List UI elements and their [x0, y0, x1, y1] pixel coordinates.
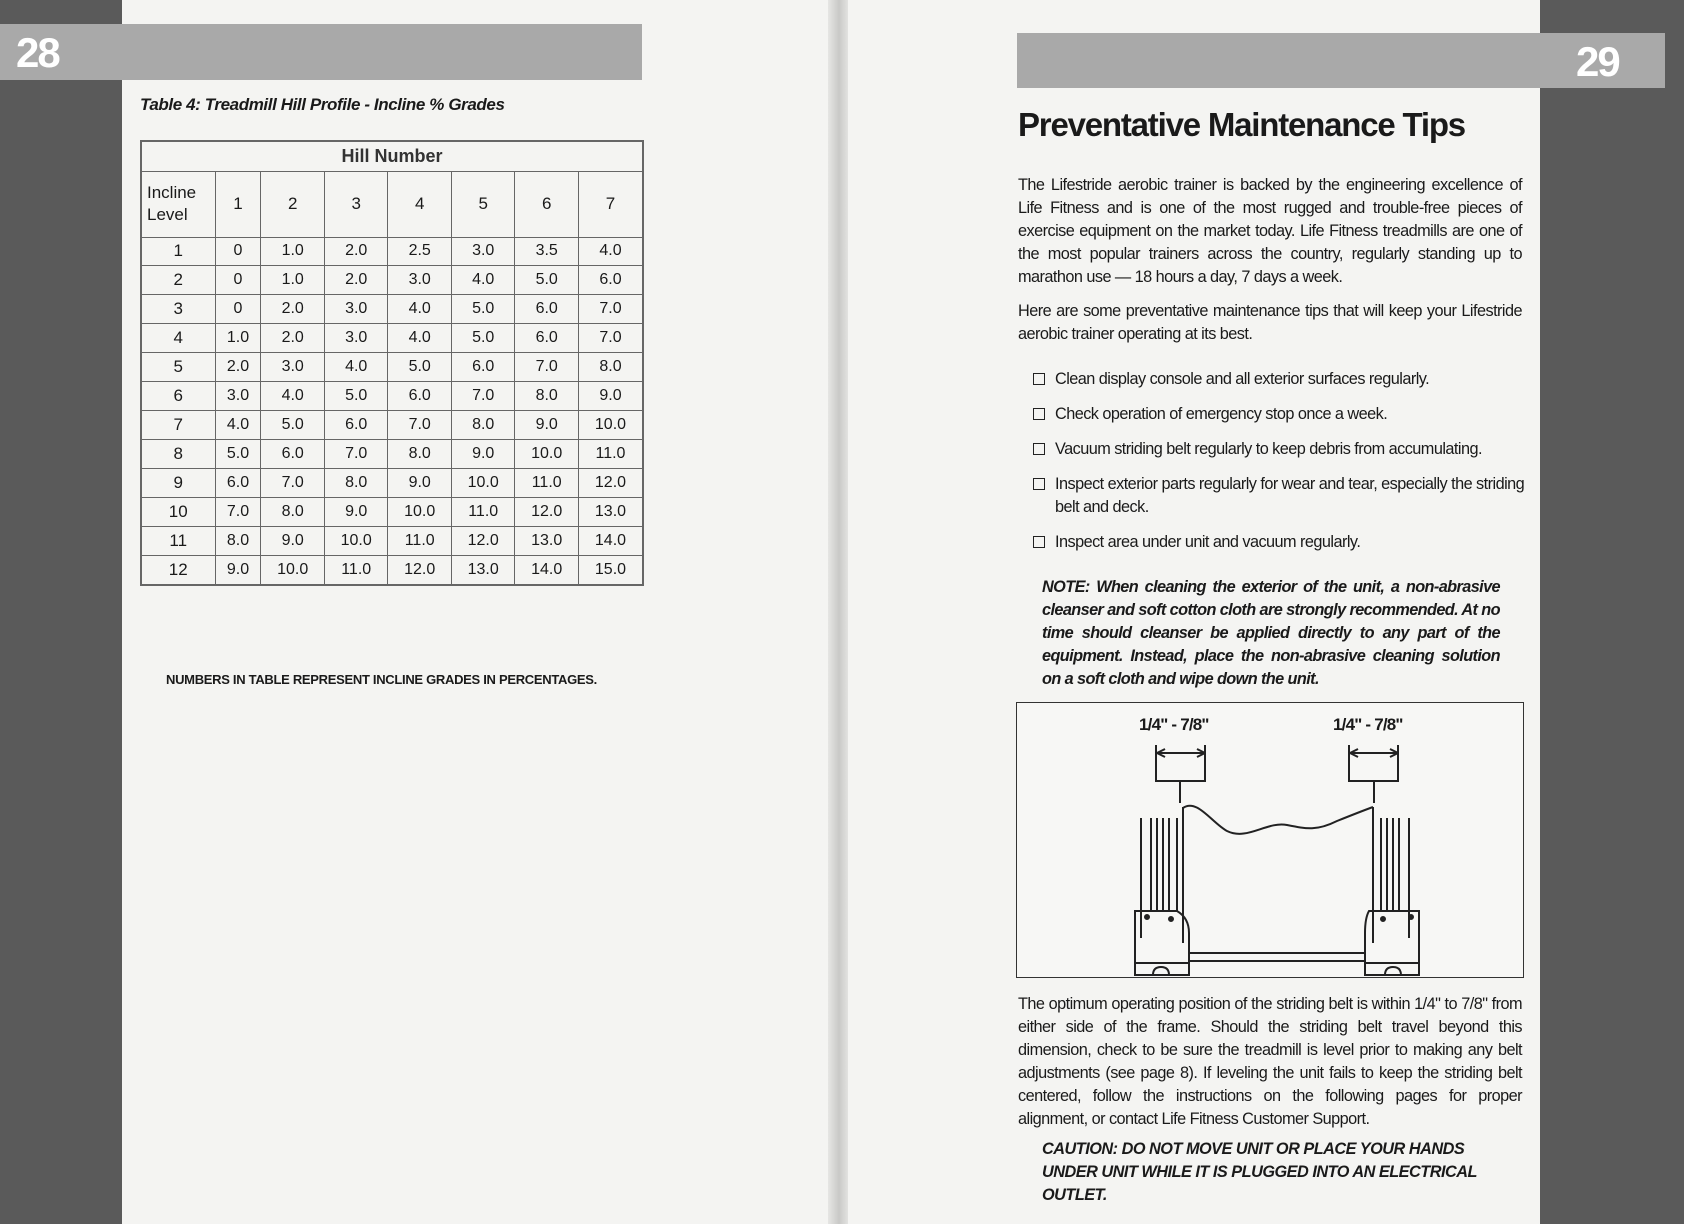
row-header: Incline Level — [141, 171, 215, 237]
grade-cell: 9.0 — [578, 382, 643, 411]
grade-cell: 13.0 — [451, 555, 515, 585]
body-paragraph: The optimum operating position of the striding belt is within 1/4" to 7/8" from either side of the frame. Should the striding belt travel beyond this dimension, check to be sure the treadmill is level prior to making any belt adjustments (see page 8). If leveling the unit fails to keep the striding belt centered, follow the instructions on the following pages for proper alignment, or contact Life Fitness Customer Support. — [1018, 995, 1522, 1128]
grade-cell: 6.0 — [261, 440, 325, 469]
column-header: 2 — [261, 171, 325, 237]
table-row — [141, 237, 643, 266]
grade-cell: 9.0 — [215, 555, 261, 585]
diagram-label-left: 1/4" - 7/8" — [1139, 715, 1209, 734]
grade-cell: 5.0 — [261, 411, 325, 440]
grade-cell: 7.0 — [261, 469, 325, 498]
table-row — [141, 324, 643, 353]
incline-level-cell: 12 — [141, 555, 215, 585]
table-row — [141, 295, 643, 324]
grade-cell: 4.0 — [451, 266, 515, 295]
intro-paragraph-2: Here are some preventative maintenance tips that will keep your Lifestride aerobic trainer operating at its best. — [1018, 302, 1522, 343]
grade-cell: 7.0 — [451, 382, 515, 411]
table-row — [141, 497, 643, 526]
checkbox-bullet-icon — [1033, 373, 1045, 385]
grade-cell: 10.0 — [578, 411, 643, 440]
grade-cell: 6.0 — [515, 295, 579, 324]
grade-cell: 2.0 — [261, 295, 325, 324]
checkbox-bullet-icon — [1033, 408, 1045, 420]
grade-cell: 12.0 — [515, 497, 579, 526]
intro-paragraph: The Lifestride aerobic trainer is backed by the engineering excellence of Life Fitness and is one of the most rugged and trouble-free pieces of exercise equipment on the market today. Life Fitness treadmills are one of the most popular trainers across the country, regularly standing up to marathon use — 18 hours a day, 7 days a week. — [1018, 176, 1522, 286]
grade-cell: 4.0 — [324, 353, 388, 382]
incline-level-cell: 9 — [141, 469, 215, 498]
grade-cell: 3.0 — [324, 295, 388, 324]
tip-text: Vacuum striding belt regularly to keep debris from accumulating. — [1055, 440, 1482, 458]
belt-alignment-diagram — [1016, 702, 1524, 978]
tip-text: Check operation of emergency stop once a week. — [1055, 405, 1388, 423]
column-header: 1 — [215, 171, 261, 237]
grade-cell: 8.0 — [215, 526, 261, 555]
grade-cell: 7.0 — [578, 295, 643, 324]
treadmill-frame-illustration — [1017, 703, 1525, 979]
incline-level-cell: 4 — [141, 324, 215, 353]
table-footnote: NUMBERS IN TABLE REPRESENT INCLINE GRADES IN PERCENTAGES. — [166, 672, 597, 687]
tip-item — [1030, 473, 1526, 519]
column-header: 7 — [578, 171, 643, 237]
diagram-label-right: 1/4" - 7/8" — [1333, 715, 1403, 734]
column-header: 3 — [324, 171, 388, 237]
grade-cell: 9.0 — [261, 526, 325, 555]
grade-cell: 11.0 — [324, 555, 388, 585]
incline-level-cell: 1 — [141, 237, 215, 266]
grade-cell: 3.0 — [451, 237, 515, 266]
note: NOTE: When cleaning the exterior of the unit, a non-abrasive cleanser and soft cotton cloth are strongly recommended. At no time should cleanser be applied directly to any part of the equipment. Instead, place the non-abrasive cleaning solution on a soft cloth and wipe down the unit. — [1042, 578, 1500, 688]
grade-cell: 7.0 — [515, 353, 579, 382]
grade-cell: 2.0 — [215, 353, 261, 382]
grade-cell: 3.0 — [324, 324, 388, 353]
grade-cell: 5.0 — [388, 353, 452, 382]
grade-cell: 15.0 — [578, 555, 643, 585]
grade-cell: 7.0 — [215, 497, 261, 526]
incline-level-cell: 8 — [141, 440, 215, 469]
grade-cell: 6.0 — [388, 382, 452, 411]
grade-cell: 5.0 — [451, 295, 515, 324]
grade-cell: 1.0 — [261, 266, 325, 295]
grade-cell: 2.0 — [324, 237, 388, 266]
grade-cell: 3.0 — [261, 353, 325, 382]
grade-cell: 11.0 — [515, 469, 579, 498]
grade-cell: 7.0 — [578, 324, 643, 353]
grade-cell: 12.0 — [578, 469, 643, 498]
table-row — [141, 526, 643, 555]
grade-cell: 8.0 — [515, 382, 579, 411]
left-header-bar — [0, 24, 642, 80]
grade-cell: 8.0 — [451, 411, 515, 440]
grade-cell: 12.0 — [388, 555, 452, 585]
caution-text: CAUTION: DO NOT MOVE UNIT OR PLACE YOUR HANDS UNDER UNIT WHILE IT IS PLUGGED INTO AN ELECTRICAL OUTLET. — [1042, 1140, 1477, 1204]
grade-cell: 2.5 — [388, 237, 452, 266]
grade-cell: 10.0 — [451, 469, 515, 498]
incline-level-cell: 5 — [141, 353, 215, 382]
grade-cell: 9.0 — [451, 440, 515, 469]
tips-list — [1030, 368, 1526, 566]
grade-cell: 5.0 — [215, 440, 261, 469]
tip-text: Inspect area under unit and vacuum regularly. — [1055, 533, 1361, 551]
table-row — [141, 469, 643, 498]
grade-cell: 10.0 — [324, 526, 388, 555]
incline-level-cell: 3 — [141, 295, 215, 324]
grade-cell: 5.0 — [451, 324, 515, 353]
grade-cell: 10.0 — [388, 497, 452, 526]
right-header-bar — [1017, 33, 1665, 88]
grade-cell: 4.0 — [578, 237, 643, 266]
table-row — [141, 411, 643, 440]
incline-level-cell: 11 — [141, 526, 215, 555]
grade-cell: 7.0 — [388, 411, 452, 440]
tip-item — [1030, 438, 1526, 461]
grade-cell: 2.0 — [324, 266, 388, 295]
table-row — [141, 382, 643, 411]
grade-cell: 11.0 — [578, 440, 643, 469]
tip-item — [1030, 531, 1526, 554]
grade-cell: 14.0 — [515, 555, 579, 585]
grade-cell: 6.0 — [578, 266, 643, 295]
grade-cell: 1.0 — [215, 324, 261, 353]
grade-cell: 9.0 — [515, 411, 579, 440]
grade-cell: 5.0 — [324, 382, 388, 411]
table-row — [141, 555, 643, 585]
incline-level-cell: 7 — [141, 411, 215, 440]
grade-cell: 2.0 — [261, 324, 325, 353]
grade-cell: 14.0 — [578, 526, 643, 555]
table-row — [141, 266, 643, 295]
grade-cell: 0 — [215, 237, 261, 266]
grade-cell: 6.0 — [324, 411, 388, 440]
grade-cell: 9.0 — [324, 497, 388, 526]
table-row — [141, 440, 643, 469]
page-number-right: 29 — [1576, 38, 1619, 85]
grade-cell: 7.0 — [324, 440, 388, 469]
grade-cell: 11.0 — [451, 497, 515, 526]
grade-cell: 4.0 — [388, 324, 452, 353]
incline-level-cell: 6 — [141, 382, 215, 411]
grade-cell: 4.0 — [215, 411, 261, 440]
tip-text: Inspect exterior parts regularly for wear and tear, especially the striding belt and deck. — [1055, 475, 1525, 516]
grade-cell: 6.0 — [515, 324, 579, 353]
grade-cell: 8.0 — [324, 469, 388, 498]
grade-cell: 12.0 — [451, 526, 515, 555]
grade-cell: 10.0 — [515, 440, 579, 469]
grade-cell: 13.0 — [578, 497, 643, 526]
grade-cell: 6.0 — [451, 353, 515, 382]
grade-cell: 3.5 — [515, 237, 579, 266]
grade-cell: 4.0 — [388, 295, 452, 324]
table-row — [141, 353, 643, 382]
tip-item — [1030, 368, 1526, 391]
grade-cell: 3.0 — [388, 266, 452, 295]
tip-text: Clean display console and all exterior surfaces regularly. — [1055, 370, 1430, 388]
grade-cell: 11.0 — [388, 526, 452, 555]
column-header: 6 — [515, 171, 579, 237]
column-header: 5 — [451, 171, 515, 237]
table-caption: Table 4: Treadmill Hill Profile - Incline % Grades — [140, 95, 505, 114]
page-title: Preventative Maintenance Tips — [1018, 106, 1465, 143]
grade-cell: 13.0 — [515, 526, 579, 555]
grade-cell: 8.0 — [578, 353, 643, 382]
book-gutter — [828, 0, 850, 1224]
grade-cell: 3.0 — [215, 382, 261, 411]
grade-cell: 8.0 — [261, 497, 325, 526]
incline-level-cell: 10 — [141, 497, 215, 526]
tip-item — [1030, 403, 1526, 426]
checkbox-bullet-icon — [1033, 478, 1045, 490]
grade-cell: 6.0 — [215, 469, 261, 498]
grade-cell: 9.0 — [388, 469, 452, 498]
grade-cell: 10.0 — [261, 555, 325, 585]
grade-cell: 8.0 — [388, 440, 452, 469]
hill-profile-table — [140, 140, 644, 586]
grade-cell: 0 — [215, 295, 261, 324]
incline-level-cell: 2 — [141, 266, 215, 295]
checkbox-bullet-icon — [1033, 536, 1045, 548]
column-header: 4 — [388, 171, 452, 237]
table-group-header: Hill Number — [141, 141, 643, 171]
grade-cell: 0 — [215, 266, 261, 295]
checkbox-bullet-icon — [1033, 443, 1045, 455]
grade-cell: 1.0 — [261, 237, 325, 266]
page-number-left: 28 — [16, 29, 59, 76]
grade-cell: 4.0 — [261, 382, 325, 411]
grade-cell: 5.0 — [515, 266, 579, 295]
